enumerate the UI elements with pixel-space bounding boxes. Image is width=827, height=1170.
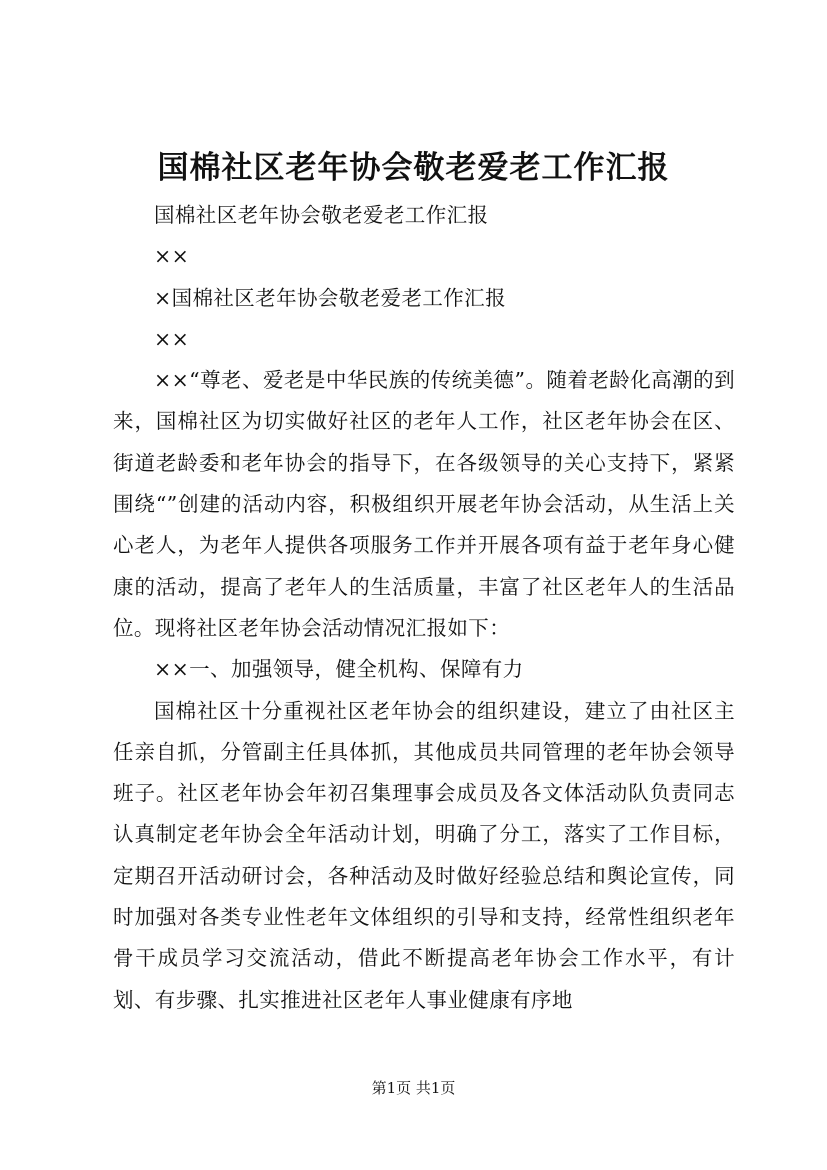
page-number-footer: 第1页 共1页 — [371, 1079, 456, 1097]
document-title: 国棉社区老年协会敬老爱老工作汇报 — [157, 150, 670, 186]
paragraph-placeholder-2: ×× — [154, 326, 190, 351]
section-heading-1: ××一、加强领导，健全机构、保障有力 — [154, 657, 524, 682]
paragraph-subtitle-repeat: ×国棉社区老年协会敬老爱老工作汇报 — [154, 285, 506, 310]
paragraph-intro: ××“尊老、爱老是中华民族的传统美德”。随着老龄化高潮的到来，国棉社区为切实做好社区的老年人工作，社区老年协会在区、街道老龄委和老年协会的指导下，在各级领导的关心支持下，紧紧围绕“”创建的活动内容，积极组织开展老年协会活动，从生活上关心老人，为老年人提供各项服务工作并开展各项有益于老年身心健康的活动，提高了老年人的生活质量，丰富了社区老年人的生活品位。现将社区老年协会活动情况汇报如下： — [113, 368, 735, 640]
paragraph-subtitle: 国棉社区老年协会敬老爱老工作汇报 — [154, 203, 489, 227]
paragraph-placeholder-1: ×× — [154, 244, 190, 269]
document-body — [113, 195, 735, 1021]
paragraph-section-1: 国棉社区十分重视社区老年协会的组织建设，建立了由社区主任亲自抓，分管副主任具体抓，其他成员共同管理的老年协会领导班子。社区老年协会年初召集理事会成员及各文体活动队负责同志认真制定老年协会全年活动计划，明确了分工，落实了工作目标，定期召开活动研讨会，各种活动及时做好经验总结和舆论宣传，同时加强对各类专业性老年文体组织的引导和支持，经常性组织老年骨干成员学习交流活动，借此不断提高老年协会工作水平，有计划、有步骤、扎实推进社区老年人事业健康有序地 — [113, 698, 735, 1012]
